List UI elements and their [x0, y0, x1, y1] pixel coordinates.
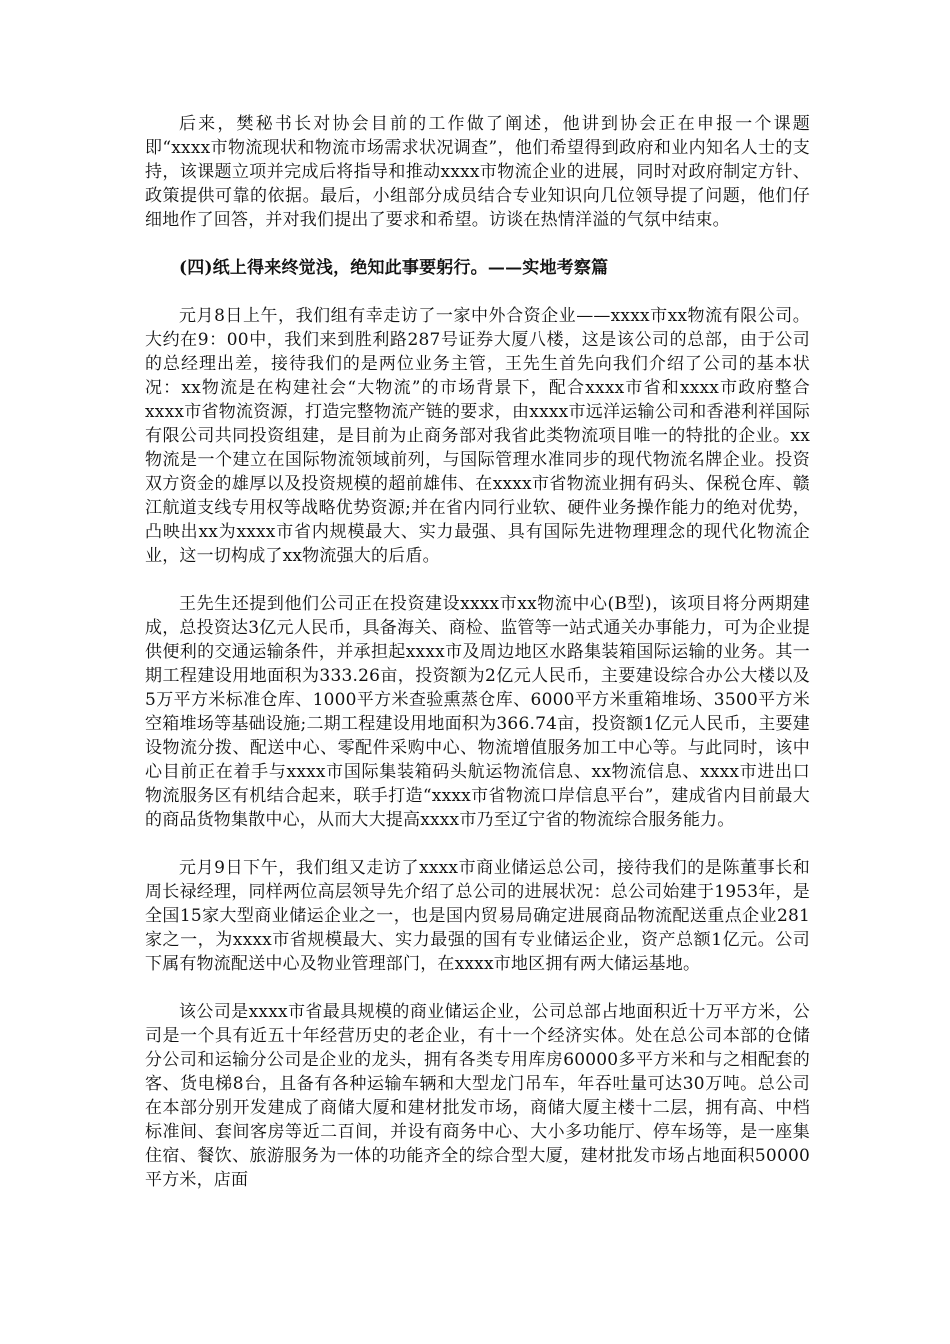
paragraph-storage-company-details: 该公司是xxxx市省最具规模的商业储运企业，公司总部占地面积近十万平方米，公司是一个具有近五十年经营历史的老企业，有十一个经济实体。处在总公司本部的仓储分公司和运输分公司是企业的龙头，拥有各类专用库房60000多平方米和与之相配套的客、货电梯8台，且备有各种运输车辆和大型龙门吊车，年吞吐量可达30万吨。总公司在本部分别开发建成了商储大厦和建材批发市场，商储大厦主楼十二层，拥有高、中档标准间、套间客房等近二百间，并设有商务中心、大小多功能厅、停车场等，是一座集住宿、餐饮、旅游服务为一体的功能齐全的综合型大厦，建材批发市场占地面积50000平方米，店面: [145, 1002, 810, 1190]
paragraph-logistics-company-visit: 元月8日上午，我们组有幸走访了一家中外合资企业——xxxx市xx物流有限公司。大约在9：00中，我们来到胜利路287号证券大厦八楼，这是该公司的总部，由于公司的总经理出差，接待我们的是两位业务主管，王先生首先向我们介绍了公司的基本状况：xx物流是在构建社会“大物流”的市场背景下，配合xxxx市省和xxxx市政府整合xxxx市省物流资源，打造完整物流产链的要求，由xxxx市远洋运输公司和香港利祥国际有限公司共同投资组建，是目前为止商务部对我省此类物流项目唯一的特批的企业。xx物流是一个建立在国际物流领域前列，与国际管理水准同步的现代物流名牌企业。投资双方资金的雄厚以及投资规模的超前雄伟、在xxxx市省物流业拥有码头、保税仓库、赣江航道支线专用权等战略优势资源;并在省内同行业软、硬件业务操作能力的绝对优势，凸映出xx为xxxx市省内规模最大、实力最强、具有国际先进物理理念的现代化物流企业，这一切构成了xx物流强大的后盾。: [145, 306, 810, 566]
section-heading-field-visit: (四)纸上得来终觉浅，绝知此事要躬行。——实地考察篇: [179, 258, 609, 278]
paragraph-storage-company-visit: 元月9日下午，我们组又走访了xxxx市商业储运总公司，接待我们的是陈董事长和周长禄经理，同样两位高层领导先介绍了总公司的进展状况：总公司始建于1953年，是全国15家大型商业储运企业之一，也是国内贸易局确定进展商品物流配送重点企业281家之一，为xxxx市省规模最大、实力最强的国有专业储运企业，资产总额1亿元。公司下属有物流配送中心及物业管理部门，在xxxx市地区拥有两大储运基地。: [145, 858, 810, 974]
paragraph-association-interview: 后来，樊秘书长对协会目前的工作做了阐述，他讲到协会正在申报一个课题即“xxxx市物流现状和物流市场需求状况调查”，他们希望得到政府和业内知名人士的支持，该课题立项并完成后将指导和推动xxxx市物流企业的进展，同时对政府制定方针、政策提供可靠的依据。最后，小组部分成员结合专业知识向几位领导提了问题，他们仔细地作了回答，并对我们提出了要求和希望。访谈在热情洋溢的气氛中结束。: [145, 114, 810, 230]
paragraph-logistics-center-project: 王先生还提到他们公司正在投资建设xxxx市xx物流中心(B型)，该项目将分两期建成，总投资达3亿元人民币，具备海关、商检、监管等一站式通关办事能力，可为企业提供便利的交通运输条件，并承担起xxxx市及周边地区水路集装箱国际运输的业务。其一期工程建设用地面积为333.26亩，投资额为2亿元人民币，主要建设综合办公大楼以及5万平方米标准仓库、1000平方米查验熏蒸仓库、6000平方米重箱堆场、3500平方米空箱堆场等基础设施;二期工程建设用地面积为366.74亩，投资额1亿元人民币，主要建设物流分拨、配送中心、零配件采购中心、物流增值服务加工中心等。与此同时，该中心目前正在着手与xxxx市国际集装箱码头航运物流信息、xx物流信息、xxxx市进出口物流服务区有机结合起来，联手打造“xxxx市省物流口岸信息平台”，建成省内目前最大的商品货物集散中心，从而大大提高xxxx市乃至辽宁省的物流综合服务能力。: [145, 594, 810, 830]
